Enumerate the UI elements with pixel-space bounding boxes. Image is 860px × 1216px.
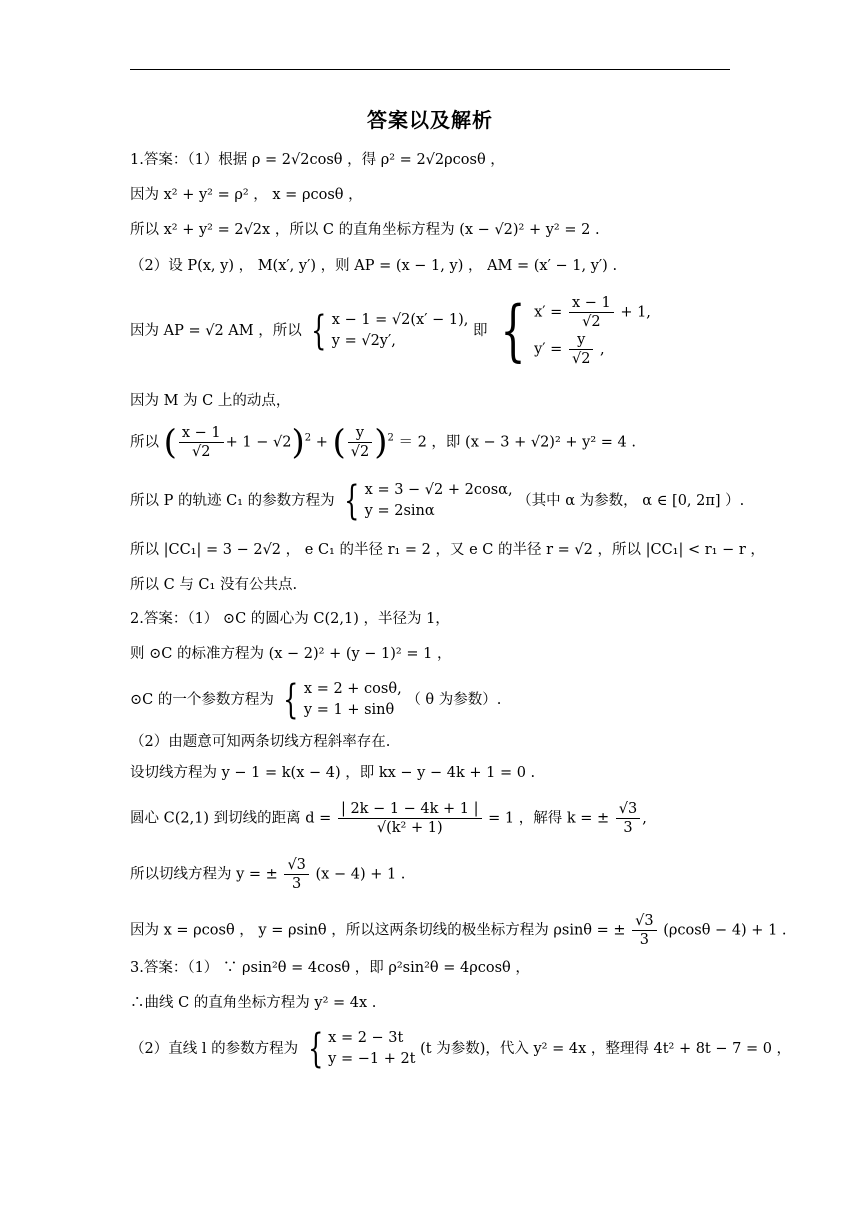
fraction-numerator: y xyxy=(569,331,593,350)
system-4 xyxy=(304,679,402,721)
line-10: 所以 C 与 C₁ 没有公共点. xyxy=(130,577,298,593)
system-2-row-1-right: + 1, xyxy=(620,304,651,321)
line-21-tail: (t 为参数)，代入 y² = 4x ，整理得 4t² + 8t − 7 = 0 ， xyxy=(420,1041,792,1057)
fraction-numerator: √3 xyxy=(616,800,640,819)
line-14: （2）由题意可知两条切线方程斜率存在. xyxy=(130,734,391,750)
system-1 xyxy=(332,310,469,352)
system-5 xyxy=(328,1028,415,1070)
system-3-row-1: x = 3 − √2 + 2cosα, xyxy=(364,482,513,498)
system-2-row-2-left: y′ = xyxy=(534,341,563,358)
system-3-row-2: y = 2sinα xyxy=(364,503,435,519)
line-16-text: 圆心 C(2,1) 到切线的距离 d = xyxy=(130,810,332,827)
header-rule xyxy=(130,69,730,70)
line-7-tail: ＝ 2 ，即 (x − 3 + √2)² + y² = 4 . xyxy=(398,434,636,451)
big-paren: ) xyxy=(291,422,305,463)
fraction-denominator: √(k² + 1) xyxy=(376,820,443,836)
line-8-text: 所以 P 的轨迹 C₁ 的参数方程为 xyxy=(130,493,335,509)
line-15: 设切线方程为 y − 1 = k(x − 4) ，即 kx − y − 4k + 1 = 0 . xyxy=(130,765,536,781)
plus-sign: + xyxy=(315,434,328,451)
fraction-numerator: x − 1 xyxy=(179,424,224,443)
fraction-numerator: √3 xyxy=(284,856,308,875)
left-brace: { xyxy=(344,478,360,524)
left-brace: { xyxy=(500,292,526,369)
line-1: 1.答案：（1）根据 ρ = 2√2cosθ ，得 ρ² = 2√2ρcosθ ， xyxy=(130,152,505,168)
fraction xyxy=(338,800,482,837)
fraction xyxy=(179,424,224,461)
line-21 xyxy=(130,1028,791,1070)
line-20: ∴曲线 C 的直角坐标方程为 y² = 4x . xyxy=(130,995,377,1011)
left-brace: { xyxy=(283,677,299,723)
system-2 xyxy=(534,294,651,368)
fraction xyxy=(632,912,656,949)
fraction-denominator: 3 xyxy=(623,820,633,836)
system-joiner: 即 xyxy=(472,323,488,339)
line-5-text: 因为 AP = √2 AM ，所以 xyxy=(130,323,302,339)
line-18 xyxy=(130,912,787,949)
line-7 xyxy=(130,424,636,461)
system-1-row-1: x − 1 = √2(x′ − 1), xyxy=(331,312,469,328)
fraction-tail: + 1 − √2 xyxy=(225,434,292,451)
line-21-text: （2）直线 l 的参数方程为 xyxy=(130,1041,299,1057)
fraction-numerator: x − 1 xyxy=(569,294,614,313)
line-12: 则 ⊙C 的标准方程为 (x − 2)² + (y − 1)² = 1 ， xyxy=(130,646,452,662)
big-paren: ( xyxy=(163,422,177,463)
line-16 xyxy=(130,800,647,837)
fraction xyxy=(569,294,614,331)
line-16-mid: = 1 ，解得 k = ± xyxy=(488,810,610,827)
system-4-row-2: y = 1 + sinθ xyxy=(303,702,395,718)
line-7-text: 所以 xyxy=(130,434,159,451)
comma: , xyxy=(642,810,647,827)
left-brace: { xyxy=(311,308,327,354)
fraction-numerator: | 2k − 1 − 4k + 1 | xyxy=(338,800,482,819)
system-2-row-1-left: x′ = xyxy=(534,304,563,321)
fraction-numerator: √3 xyxy=(632,912,656,931)
system-4-row-1: x = 2 + cosθ, xyxy=(303,681,402,697)
line-4: （2）设 P(x, y) ， M(x′, y′) ，则 AP = (x − 1, y) ， AM = (x′ − 1, y′) . xyxy=(130,258,618,274)
line-5 xyxy=(130,294,651,368)
fraction-denominator: √2 xyxy=(571,351,591,367)
big-paren: ( xyxy=(332,422,346,463)
line-17 xyxy=(130,856,405,893)
system-5-row-1: x = 2 − 3t xyxy=(328,1030,404,1046)
line-18-text: 因为 x = ρcosθ ， y = ρsinθ ，所以这两条切线的极坐标方程为 ρsinθ = ± xyxy=(130,922,626,939)
system-3 xyxy=(365,480,513,522)
system-2-row-2-right: , xyxy=(600,341,605,358)
line-8 xyxy=(130,480,744,522)
fraction-denominator: √2 xyxy=(350,444,370,460)
line-18-tail: (ρcosθ − 4) + 1 . xyxy=(663,922,787,939)
exponent: 2 xyxy=(387,432,394,444)
fraction-denominator: 3 xyxy=(639,932,650,948)
fraction xyxy=(569,331,593,368)
system-2-row-2 xyxy=(534,331,651,368)
fraction xyxy=(348,424,372,461)
line-9: 所以 |CC₁| = 3 − 2√2 ， e C₁ 的半径 r₁ = 2 ，又 e C 的半径 r = √2 ，所以 |CC₁| < r₁ − r ， xyxy=(130,542,765,558)
line-6: 因为 M 为 C 上的动点， xyxy=(130,393,291,409)
line-2: 因为 x² + y² = ρ² ， x = ρcosθ ， xyxy=(130,187,363,203)
system-5-row-2: y = −1 + 2t xyxy=(328,1051,416,1067)
fraction-denominator: √2 xyxy=(582,314,601,330)
big-paren: ) xyxy=(374,422,388,463)
line-11: 2.答案：（1） ⊙C 的圆心为 C(2,1) ，半径为 1， xyxy=(130,611,450,627)
line-13-text: ⊙C 的一个参数方程为 xyxy=(130,692,274,708)
left-brace: { xyxy=(307,1026,324,1072)
fraction xyxy=(616,800,640,837)
fraction xyxy=(284,856,308,893)
system-2-row-1 xyxy=(534,294,651,331)
system-1-row-2: y = √2y′, xyxy=(331,333,396,349)
page-title: 答案以及解析 xyxy=(367,108,493,132)
line-3: 所以 x² + y² = 2√2x ，所以 C 的直角坐标方程为 (x − √2)² + y² = 2 . xyxy=(130,222,600,238)
line-19: 3.答案：（1） ∵ ρsin²θ = 4cosθ ，即 ρ²sin²θ = 4ρcosθ ， xyxy=(130,960,530,976)
fraction-numerator: y xyxy=(348,424,372,443)
line-17-tail: (x − 4) + 1 . xyxy=(315,866,406,883)
fraction-denominator: √2 xyxy=(192,444,211,460)
exponent: 2 xyxy=(304,432,312,444)
fraction-denominator: 3 xyxy=(292,876,302,892)
line-13-tail: （ θ 为参数）. xyxy=(406,692,502,708)
line-13 xyxy=(130,679,501,721)
line-17-text: 所以切线方程为 y = ± xyxy=(130,866,278,883)
line-8-tail: （其中 α 为参数， α ∈ [0, 2π] ）. xyxy=(517,493,745,509)
